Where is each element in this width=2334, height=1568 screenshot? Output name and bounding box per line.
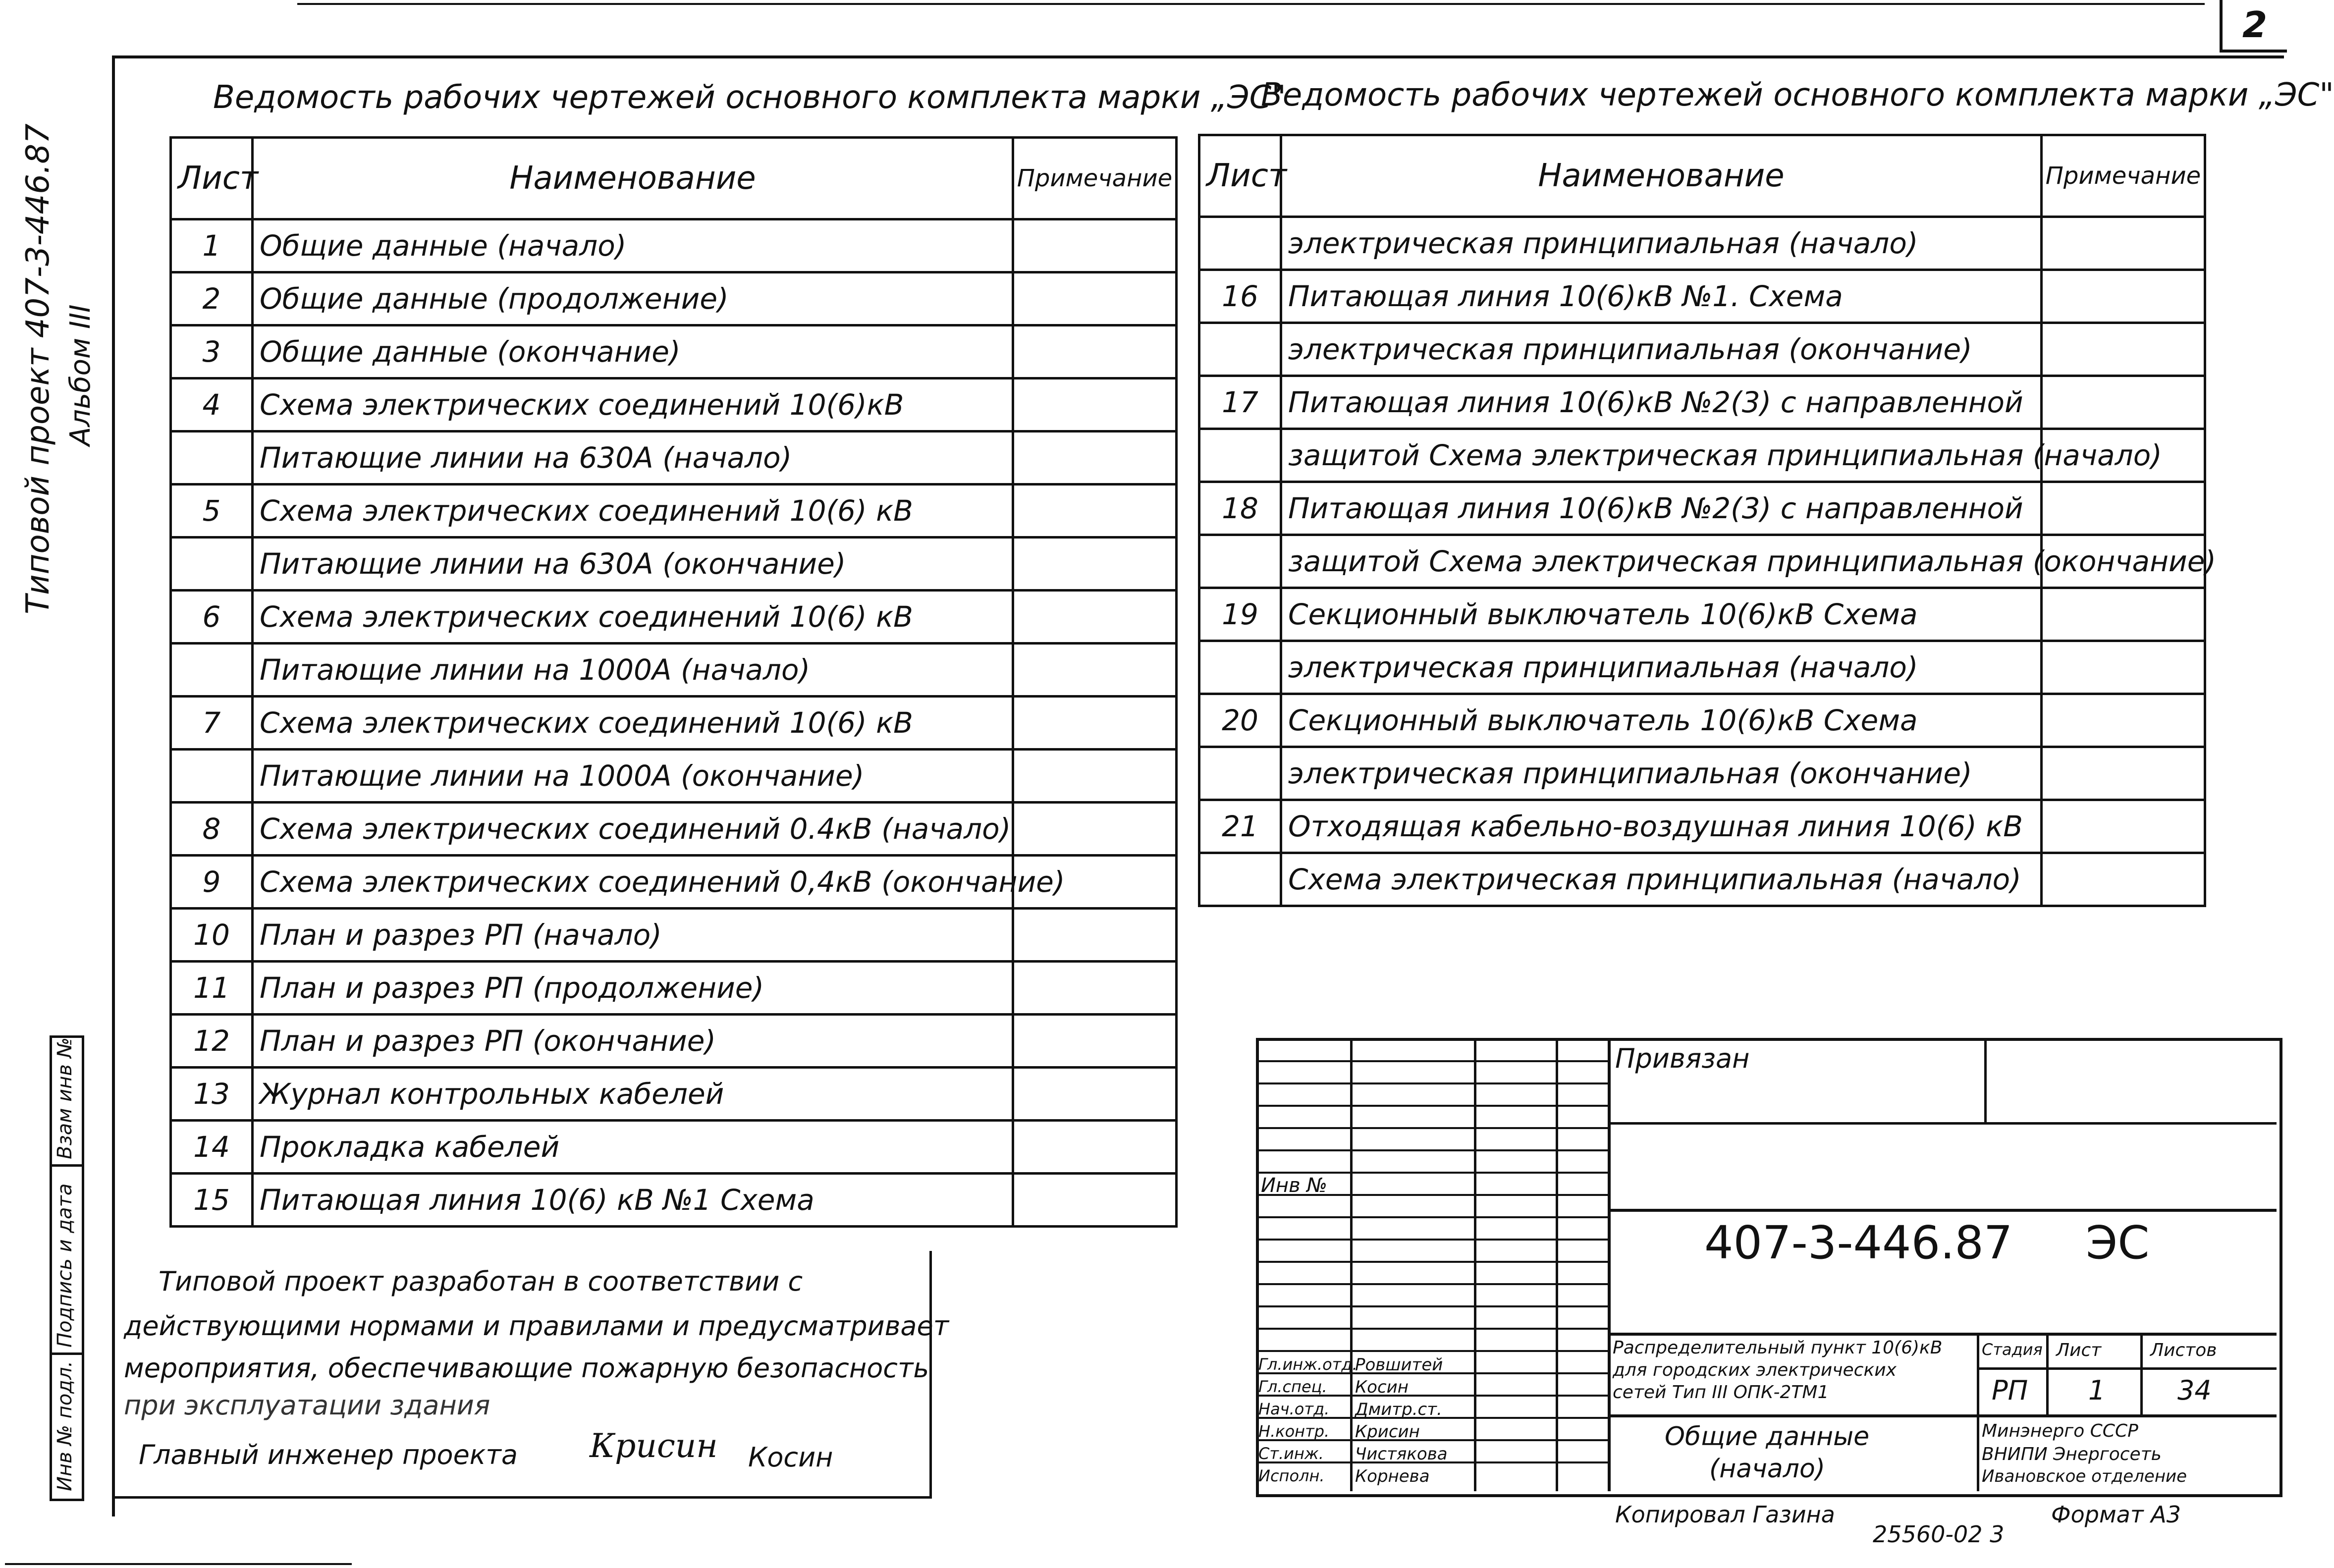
row-sheet-number: 3 — [171, 325, 253, 378]
row-note — [1013, 697, 1177, 750]
row-title: План и разрез РП (начало) — [253, 909, 1013, 962]
header-note: Примечание — [1013, 138, 1177, 219]
tb-person: Чистякова — [1355, 1444, 1448, 1464]
register-row — [171, 1174, 1177, 1227]
tb-grid-line — [1256, 1350, 1609, 1352]
row-note — [2042, 376, 2205, 429]
row-title: Питающая линия 10(6)кВ №2(3) с направленной — [1281, 482, 2042, 535]
header-note: Примечание — [2042, 135, 2205, 217]
tb-role: Гл.инж.отд. — [1258, 1355, 1357, 1374]
register-row — [1199, 323, 2205, 376]
register-row — [171, 485, 1177, 538]
right-register-header-row — [1199, 135, 2205, 217]
row-note — [1013, 803, 1177, 856]
chief-engineer-name: Косин — [748, 1442, 833, 1473]
paper-format: Формат А3 — [2051, 1501, 2181, 1528]
row-title: Секционный выключатель 10(6)кВ Схема — [1281, 694, 2042, 747]
row-title: Общие данные (начало) — [253, 219, 1013, 272]
tb-grid-line — [1256, 1239, 1609, 1241]
row-note — [2042, 270, 2205, 323]
row-note — [1013, 272, 1177, 325]
tb-grid-line — [1256, 1216, 1609, 1218]
tb-hline-object — [1608, 1333, 2277, 1336]
tb-person: Корнева — [1355, 1466, 1430, 1486]
register-row — [1199, 217, 2205, 270]
row-sheet-number — [1199, 217, 1281, 270]
row-title: Схема электрических соединений 0,4кВ (окончание) — [253, 856, 1013, 909]
register-row — [1199, 270, 2205, 323]
row-title: Питающие линии на 630А (окончание) — [253, 538, 1013, 591]
copied-by: Копировал Газина — [1615, 1501, 1835, 1528]
row-sheet-number: 5 — [171, 485, 253, 538]
sheet-header: Лист — [2056, 1340, 2102, 1360]
row-title: Общие данные (продолжение) — [253, 272, 1013, 325]
row-title: Схема электрических соединений 10(6) кВ — [253, 485, 1013, 538]
tb-role: Нач.отд. — [1258, 1400, 1330, 1418]
left-register-header-row — [171, 138, 1177, 219]
row-note — [1013, 432, 1177, 485]
row-title: Питающая линия 10(6)кВ №1. Схема — [1281, 270, 2042, 323]
tb-grid-line — [1256, 1060, 1609, 1062]
row-title: электрическая принципиальная (начало) — [1281, 641, 2042, 694]
side-project-title: Типовой проект 407-3-446.87 — [20, 123, 56, 614]
row-title: Отходящая кабельно-воздушная линия 10(6) кВ — [1281, 800, 2042, 853]
row-note — [2042, 588, 2205, 641]
side-album-label: Альбом III — [64, 304, 97, 446]
row-sheet-number — [1199, 747, 1281, 800]
register-row — [171, 219, 1177, 272]
row-sheet-number: 20 — [1199, 694, 1281, 747]
row-sheet-number — [1199, 535, 1281, 588]
org-line-3: Ивановское отделение — [1982, 1466, 2187, 1486]
row-sheet-number — [1199, 641, 1281, 694]
sheet-number: 2 — [2220, 0, 2287, 53]
row-title: Схема электрических соединений 10(6)кВ — [253, 378, 1013, 432]
order-number: 25560-02 3 — [1873, 1521, 2005, 1548]
row-note — [1013, 538, 1177, 591]
row-note — [2042, 482, 2205, 535]
stage-header: Стадия — [1982, 1340, 2043, 1359]
register-row — [171, 1121, 1177, 1174]
tb-grid-line — [1256, 1105, 1609, 1107]
register-row — [1199, 429, 2205, 482]
header-sheet: Лист — [1199, 135, 1281, 217]
row-note — [1013, 378, 1177, 432]
chief-engineer-label: Главный инженер проекта — [139, 1439, 518, 1470]
row-title: Общие данные (окончание) — [253, 325, 1013, 378]
register-row — [171, 697, 1177, 750]
row-sheet-number: 18 — [1199, 482, 1281, 535]
register-row — [171, 325, 1177, 378]
row-title: Схема электрических соединений 10(6) кВ — [253, 697, 1013, 750]
row-sheet-number: 19 — [1199, 588, 1281, 641]
header-name: Наименование — [1281, 135, 2042, 217]
row-title: Журнал контрольных кабелей — [253, 1068, 1013, 1121]
register-row — [1199, 376, 2205, 429]
row-title: Прокладка кабелей — [253, 1121, 1013, 1174]
side-divider-1 — [50, 1164, 82, 1167]
org-line-2: ВНИПИ Энергосеть — [1982, 1444, 2162, 1464]
tb-person: Дмитр.ст. — [1355, 1400, 1442, 1419]
register-row — [171, 378, 1177, 432]
object-name-line-1: Распределительный пункт 10(6)кВ — [1613, 1338, 1943, 1358]
tb-vline-privyazan — [1984, 1038, 1987, 1122]
row-title: Питающая линия 10(6)кВ №2(3) с направленной — [1281, 376, 2042, 429]
left-register-title: Ведомость рабочих чертежей основного комплекта марки „ЭС" — [213, 79, 1286, 116]
tb-role: Ст.инж. — [1258, 1444, 1324, 1463]
row-title: Схема электрических соединений 0.4кВ (начало) — [253, 803, 1013, 856]
row-title: электрическая принципиальная (окончание) — [1281, 747, 2042, 800]
tb-hline-privyazan — [1608, 1122, 2277, 1125]
row-note — [1013, 644, 1177, 697]
document-mark: ЭС — [2086, 1216, 2150, 1269]
register-row — [1199, 482, 2205, 535]
register-row — [171, 962, 1177, 1015]
row-sheet-number: 10 — [171, 909, 253, 962]
row-sheet-number: 6 — [171, 591, 253, 644]
row-note — [2042, 747, 2205, 800]
register-row — [171, 803, 1177, 856]
row-sheet-number: 2 — [171, 272, 253, 325]
row-sheet-number — [171, 538, 253, 591]
row-sheet-number: 12 — [171, 1015, 253, 1068]
bottom-border-line — [5, 1563, 352, 1565]
register-row — [171, 538, 1177, 591]
row-sheet-number — [171, 432, 253, 485]
note-line-4: при эксплуатации здания — [124, 1390, 490, 1421]
row-title: электрическая принципиальная (начало) — [1281, 217, 2042, 270]
note-line-2: действующими нормами и правилами и предусматривает — [124, 1310, 949, 1342]
row-title: Секционный выключатель 10(6)кВ Схема — [1281, 588, 2042, 641]
object-name-line-3: сетей Тип III ОПК-2ТМ1 — [1613, 1382, 1829, 1403]
row-sheet-number — [171, 750, 253, 803]
row-note — [1013, 485, 1177, 538]
register-row — [1199, 535, 2205, 588]
register-row — [1199, 800, 2205, 853]
document-code: 407-3-446.87 — [1704, 1216, 2013, 1269]
tb-person: Косин — [1355, 1377, 1409, 1397]
register-row — [171, 750, 1177, 803]
tb-role: Н.контр. — [1258, 1422, 1330, 1441]
row-title: Схема электрических соединений 10(6) кВ — [253, 591, 1013, 644]
row-title: защитой Схема электрическая принципиальная (окончание) — [1281, 535, 2042, 588]
row-note — [1013, 1015, 1177, 1068]
register-row — [171, 272, 1177, 325]
tb-person: Крисин — [1355, 1422, 1420, 1442]
row-sheet-number — [1199, 429, 1281, 482]
tb-vline-sheets — [2140, 1333, 2143, 1414]
register-row — [171, 591, 1177, 644]
row-note — [1013, 1068, 1177, 1121]
row-sheet-number: 14 — [171, 1121, 253, 1174]
row-sheet-number — [1199, 323, 1281, 376]
row-note — [1013, 219, 1177, 272]
top-border-line — [297, 3, 2205, 5]
row-note — [1013, 962, 1177, 1015]
doc-name-line-2: (начало) — [1709, 1454, 1826, 1484]
tb-hline-code — [1608, 1209, 2277, 1212]
register-row — [1199, 747, 2205, 800]
tb-grid-line — [1256, 1283, 1609, 1285]
tb-vline-stage — [1977, 1333, 1979, 1491]
stage-value: РП — [1992, 1375, 2028, 1406]
org-line-1: Минэнерго СССР — [1982, 1421, 2138, 1441]
tb-grid-line — [1256, 1127, 1609, 1129]
register-row — [1199, 588, 2205, 641]
sheet-value: 1 — [2088, 1375, 2106, 1406]
row-note — [2042, 323, 2205, 376]
note-line-1: Типовой проект разработан в соответствии с — [159, 1266, 803, 1297]
row-note — [1013, 909, 1177, 962]
tb-hline-docname — [1608, 1414, 2277, 1417]
row-title: План и разрез РП (окончание) — [253, 1015, 1013, 1068]
side-col-inv: Инв № подл. — [54, 1360, 76, 1491]
tb-person: Ровшитей — [1355, 1355, 1443, 1375]
register-row — [171, 644, 1177, 697]
tb-vline-sheet — [2046, 1333, 2049, 1414]
row-title: Питающие линии на 1000А (окончание) — [253, 750, 1013, 803]
side-divider-2 — [50, 1352, 82, 1355]
right-register-title: Ведомость рабочих чертежей основного комплекта марки „ЭС" — [1261, 77, 2334, 113]
register-row — [171, 432, 1177, 485]
row-title: Схема электрическая принципиальная (начало) — [1281, 853, 2042, 906]
row-title: Питающие линии на 630А (начало) — [253, 432, 1013, 485]
tb-grid-line — [1256, 1082, 1609, 1084]
register-row — [1199, 641, 2205, 694]
row-sheet-number: 9 — [171, 856, 253, 909]
row-sheet-number: 16 — [1199, 270, 1281, 323]
row-sheet-number: 21 — [1199, 800, 1281, 853]
tb-role: Исполн. — [1258, 1466, 1325, 1485]
row-sheet-number: 15 — [171, 1174, 253, 1227]
sheets-header: Листов — [2150, 1340, 2217, 1360]
register-row — [1199, 853, 2205, 906]
row-note — [1013, 1174, 1177, 1227]
row-sheet-number: 7 — [171, 697, 253, 750]
register-row — [171, 856, 1177, 909]
tb-grid-line — [1256, 1305, 1609, 1307]
row-note — [2042, 800, 2205, 853]
object-name-line-2: для городских электрических — [1613, 1360, 1897, 1380]
signature: Крисин — [590, 1427, 718, 1465]
row-note — [2042, 641, 2205, 694]
row-sheet-number: 8 — [171, 803, 253, 856]
tb-grid-line — [1256, 1172, 1609, 1174]
left-register-table — [169, 136, 1178, 1228]
row-sheet-number: 4 — [171, 378, 253, 432]
row-note — [2042, 853, 2205, 906]
row-note — [1013, 750, 1177, 803]
row-sheet-number — [171, 644, 253, 697]
row-title: Питающие линии на 1000А (начало) — [253, 644, 1013, 697]
row-sheet-number — [1199, 853, 1281, 906]
tb-hline-stagehead — [1977, 1367, 2277, 1370]
register-row — [171, 1068, 1177, 1121]
sheets-value: 34 — [2177, 1375, 2212, 1406]
side-col-sign: Подпись и дата — [54, 1183, 76, 1348]
row-title: электрическая принципиальная (окончание) — [1281, 323, 2042, 376]
row-note — [1013, 325, 1177, 378]
tb-role: Гл.спец. — [1258, 1377, 1327, 1396]
right-register-table — [1198, 134, 2217, 907]
row-title: защитой Схема электрическая принципиальная (начало) — [1281, 429, 2042, 482]
tb-grid-line — [1256, 1328, 1609, 1330]
row-title: План и разрез РП (продолжение) — [253, 962, 1013, 1015]
inv-no-label: Инв № — [1261, 1174, 1327, 1197]
row-note — [1013, 591, 1177, 644]
register-row — [171, 909, 1177, 962]
row-title: Питающая линия 10(6) кВ №1 Схема — [253, 1174, 1013, 1227]
doc-name-line-1: Общие данные — [1665, 1422, 1870, 1452]
row-sheet-number: 11 — [171, 962, 253, 1015]
row-note — [1013, 1121, 1177, 1174]
privyazan-label: Привязан — [1615, 1043, 1750, 1074]
row-sheet-number: 13 — [171, 1068, 253, 1121]
side-col-replace: Взам инв № — [54, 1037, 76, 1159]
note-line-3: мероприятия, обеспечивающие пожарную безопасность — [124, 1352, 929, 1384]
header-name: Наименование — [253, 138, 1013, 219]
header-sheet: Лист — [171, 138, 253, 219]
row-note — [2042, 217, 2205, 270]
register-row — [171, 1015, 1177, 1068]
row-sheet-number: 1 — [171, 219, 253, 272]
row-sheet-number: 17 — [1199, 376, 1281, 429]
row-note — [2042, 694, 2205, 747]
tb-grid-line — [1256, 1149, 1609, 1151]
register-row — [1199, 694, 2205, 747]
tb-grid-line — [1256, 1261, 1609, 1263]
